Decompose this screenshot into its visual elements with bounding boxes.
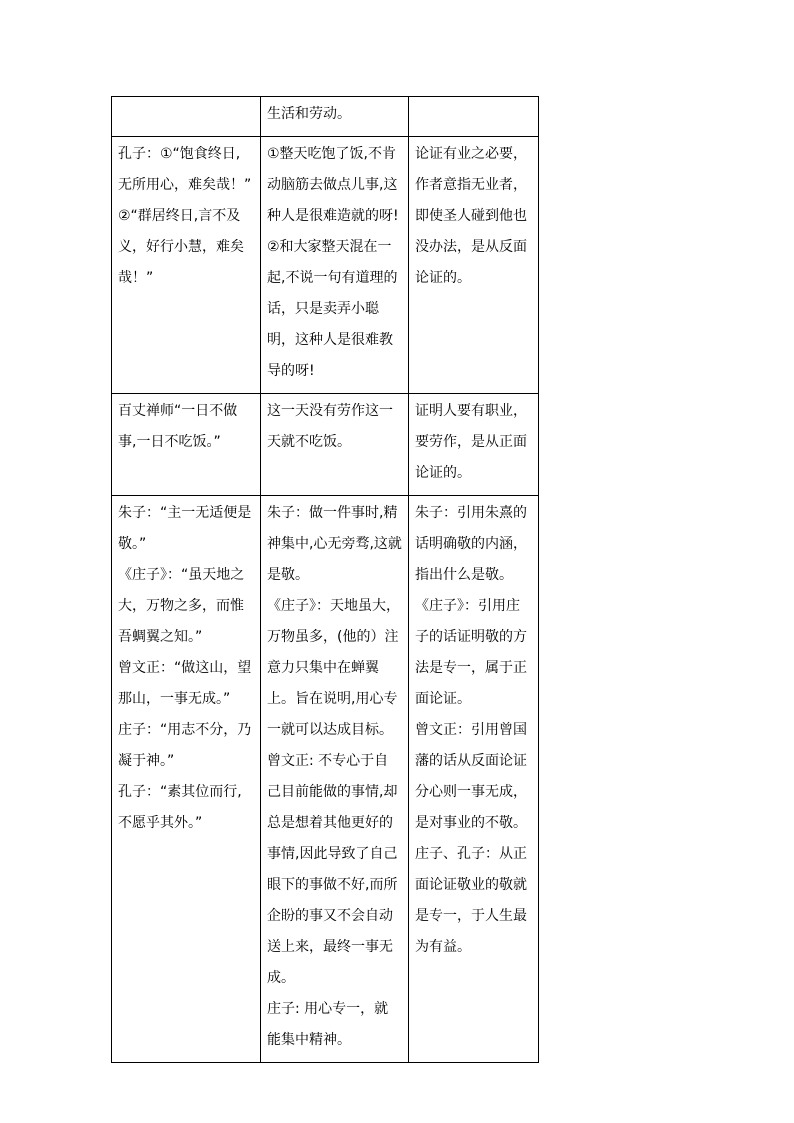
translation-cell: ①整天吃饱了饭,不肯动脑筋去做点儿事,这种人是很难造就的呀! ②和大家整天混在一起,不说一句有道理的话，只是卖弄小聪明，这种人是很难教导的呀! (261, 137, 409, 394)
quote-cell: 朱子：“主一无适便是敬。” 《庄子》：“虽天地之大，万物之多，而惟吾蜩翼之知。” 曾文正：“做这山，望那山，一事无成。” 庄子：“用志不分，乃凝于神。” 孔子：“素其位而行,不愿乎其外。” (112, 496, 261, 1063)
quote-cell (112, 97, 261, 137)
analysis-cell (409, 97, 539, 137)
quote-cell: 孔子：①“饱食终日,无所用心，难矣哉！” ②“群居终日,言不及义，好行小慧，难矣哉！” (112, 137, 261, 394)
table-row (112, 496, 539, 1063)
analysis-cell: 朱子：引用朱熹的话明确敬的内涵，指出什么是敬。 《庄子》：引用庄子的话证明敬的方法是专一，属于正面论证。 曾文正：引用曾国藩的话从反面论证分心则一事无成，是对事业的不敬。 庄子、孔子：从正面论证敬业的敬就是专一，于人生最为有益。 (409, 496, 539, 1063)
translation-cell: 生活和劳动。 (261, 97, 409, 137)
translation-cell: 这一天没有劳作这一天就不吃饭。 (261, 394, 409, 496)
table-row (112, 97, 539, 137)
table-row (112, 137, 539, 394)
quote-analysis-table (111, 96, 539, 1063)
quote-cell: 百丈禅师“一日不做事,一日不吃饭。” (112, 394, 261, 496)
translation-cell: 朱子：做一件事时,精神集中,心无旁骛,这就是敬。 《庄子》：天地虽大，万物虽多，(他的）注意力只集中在蝉翼上。旨在说明,用心专一就可以达成目标。 曾文正: 不专心于自己目前能做的事情,却总是想着其他更好的事情,因此导致了自己眼下的事做不好,而所企盼的事又不会自动送上来，最终一事无成。 庄子: 用心专一，就能集中精神。 (261, 496, 409, 1063)
analysis-cell: 证明人要有职业，要劳作，是从正面论证的。 (409, 394, 539, 496)
table-row (112, 394, 539, 496)
analysis-cell: 论证有业之必要，作者意指无业者，即使圣人碰到他也没办法，是从反面论证的。 (409, 137, 539, 394)
